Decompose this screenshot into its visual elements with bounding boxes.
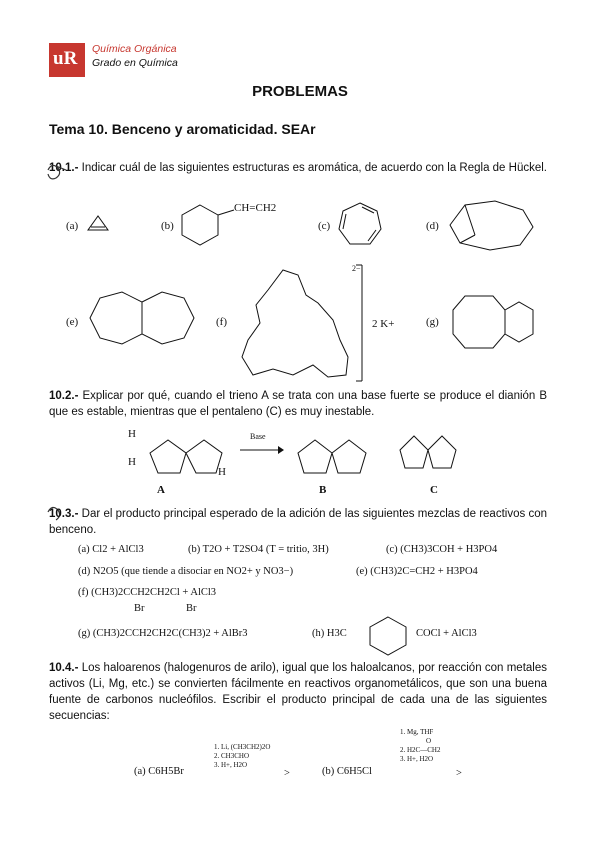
q1-label-d: (d) — [426, 220, 439, 232]
structure-A-h3: H — [218, 466, 226, 478]
q1-text: Indicar cuál de las siguientes estructuras es aromática, de acuerdo con la Regla de Hückel. — [81, 162, 547, 174]
structure-e-azulene-like — [85, 288, 205, 348]
label-C: C — [430, 484, 438, 496]
structure-f-charge: 2− — [352, 264, 361, 273]
step-4b-2: 2. H2C—CH2 — [400, 746, 441, 754]
step-4b-3: 3. H+, H2O — [400, 755, 434, 763]
step-4b-1: 1. Mg, THF — [400, 728, 434, 736]
reaction-3d: (d) N2O5 (que tiende a disociar en NO2+ y NO3−) — [78, 566, 294, 577]
q3-number: 10.3.- — [49, 508, 79, 520]
reaction-4a-start: (a) C6H5Br — [134, 766, 184, 777]
q1-label-e: (e) — [66, 316, 79, 328]
reaction-3h-right: COCl + AlCl3 — [416, 628, 477, 639]
reaction-4a-arrow: > — [284, 768, 290, 779]
reaction-3g: (g) (CH3)2CCH2CH2C(CH3)2 + AlBr3 — [78, 628, 248, 639]
q1-number: 10.1.- — [49, 162, 79, 174]
reaction-4b-arrow: > — [456, 768, 462, 779]
structure-f-annulene — [238, 265, 368, 385]
q1-label-c: (c) — [318, 220, 331, 232]
reaction-3h-left: (h) H3C — [312, 628, 347, 639]
reaction-3a: (a) Cl2 + AlCl3 — [78, 544, 144, 555]
reaction-4b-steps — [400, 728, 440, 764]
reaction-3g-br2: Br — [186, 603, 197, 614]
structure-f-counterion: 2 K+ — [372, 318, 395, 330]
q1-label-g: (g) — [426, 316, 439, 328]
degree-name: Grado en Química — [92, 57, 178, 69]
q4-number: 10.4.- — [49, 662, 79, 674]
structure-b-ring — [180, 200, 240, 250]
structure-C-pentalene — [396, 428, 476, 478]
label-B: B — [319, 484, 327, 496]
q1-label-f: (f) — [216, 316, 227, 328]
course-name: Química Orgánica — [92, 43, 177, 55]
q2-text: Explicar por qué, cuando el trieno A se trata con una base fuerte se produce el dianión B que es estable, mientras que el pentaleno (C) es muy inestable. — [49, 390, 547, 418]
reaction-arrow — [240, 445, 284, 455]
reaction-4b-start: (b) C6H5Cl — [322, 766, 372, 777]
section-title: Tema 10. Benceno y aromaticidad. SEAr — [49, 121, 316, 137]
q1-label-a: (a) — [66, 220, 79, 232]
step-4a-1: 1. Li, (CH3CH2)2O — [214, 743, 271, 751]
epoxide-oxygen: O — [426, 737, 432, 745]
question-10-3 — [49, 506, 547, 538]
reaction-3f: (f) (CH3)2CCH2CH2Cl + AlCl3 — [78, 587, 217, 598]
structure-A-h2: H — [128, 456, 136, 468]
structure-A-h1: H — [128, 428, 136, 440]
question-10-4 — [49, 660, 547, 724]
q3-text: Dar el producto principal esperado de la adición de las siguientes mezclas de reactivos con benceno. — [49, 508, 548, 536]
structure-d-bridged — [445, 195, 535, 255]
reaction-3b: (b) T2O + T2SO4 (T = tritio, 3H) — [188, 544, 329, 555]
label-A: A — [157, 484, 165, 496]
question-10-1 — [49, 160, 547, 176]
reaction-4a-steps — [214, 743, 270, 770]
arrow-base-label: Base — [250, 432, 266, 441]
reaction-3g-br1: Br — [134, 603, 145, 614]
q1-label-b: (b) — [161, 220, 174, 232]
university-logo — [49, 43, 85, 77]
reaction-3e: (e) (CH3)2C=CH2 + H3PO4 — [356, 566, 478, 577]
reaction-3c: (c) (CH3)3COH + H3PO4 — [386, 544, 498, 555]
structure-A-triene — [140, 428, 240, 488]
structure-c-cycloheptatriene — [335, 200, 385, 250]
logo-text: uR — [53, 48, 78, 69]
structure-B-dianion — [290, 428, 380, 488]
header-course — [92, 42, 178, 70]
question-10-2 — [49, 388, 547, 420]
q2-number: 10.2.- — [49, 390, 79, 402]
structure-a-cyclopropenyl — [85, 213, 115, 233]
page-title: PROBLEMAS — [252, 83, 348, 100]
reaction-3h-ring — [366, 615, 410, 655]
structure-b-vinyl: CH=CH2 — [234, 202, 277, 214]
q4-text: Los haloarenos (halogenuros de arilo), igual que los haloalcanos, por reacción con metales activos (Li, Mg, etc.) se convierten fácilmente en reactivos organometálicos, que son una buena fuente de carbonos nucleófilos. Escribir el producto principal de cada una de las siguientes secuencias: — [49, 662, 547, 722]
step-4a-3: 3. H+, H2O — [214, 761, 248, 769]
step-4a-2: 2. CH3CHO — [214, 752, 250, 760]
structure-g-fused — [445, 292, 545, 352]
